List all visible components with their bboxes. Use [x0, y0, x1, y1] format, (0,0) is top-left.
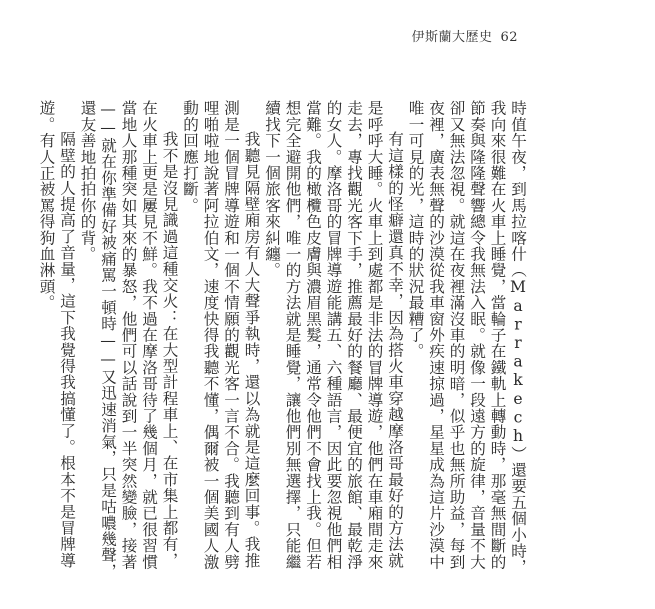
body-text	[37, 100, 528, 580]
running-header	[411, 26, 518, 45]
paragraph: 我不是沒見識過這種交火：在大型計程車上、在市集上都有，在火車上更是屢見不鮮。我不過在摩洛哥待了幾個月，就已很習慣當地人那種突如其來的暴怒，他們可以話說到一半突然變臉，接著——就在你準備好被痛罵一頓時——又迅速消氣，只是咕噥幾聲，還友善地拍拍你的背。	[78, 100, 179, 580]
paragraph: 隔壁的人提高了音量，這下我覺得我搞懂了。根本不是冒牌導遊。有人正被罵得狗血淋頭。	[37, 100, 76, 569]
book-title: 伊斯蘭大歷史	[411, 30, 493, 45]
paragraph: 時值午夜，到馬拉喀什（Marrakech）還要五個小時，我向來很難在火車上睡覺，當輪子在鐵軌上轉動時，那毫無間斷的節奏與隆隆聲響總令我無法入眠。就像一段遠方的旋律，音量不大卻又無法忽視。就這在夜裡滿沒車的明暗，似乎也無所助益，每到夜裡，廣表無聲的沙漠從我車窗外疾速掠過，星星成為這片沙漠中唯一可見的光，這時的狀況最糟了。	[406, 100, 527, 576]
paragraph: 我聽見隔壁廂房有人大聲爭執時，還以為就是這麼回事。我推測是一個冒牌導遊和一個不情願的觀光客一言不合。我聽到有人劈哩啪啦地說著阿拉伯文，速度快得我聽不懂，偶爾被一個美國人激動的回應打斷。	[181, 100, 261, 570]
paragraph: 有這樣的怪癖還真不幸，因為搭火車穿越摩洛哥最好的方法就是呼呼大睡。火車上到處都是非法的冒牌導遊，他們在車廂間走來走去，專找觀光客下手，推薦最好的餐廳、最便宜的旅館、最乾淨的女人。摩洛哥的冒牌導遊能講五、六種語言，因此要忽視他們相當難。我的橄欖色皮膚與濃眉黑髮，通常令他們不會找上我。但若想完全避開他們，唯一的方法就是睡覺，讓他們別無選擇，只能繼續找下一個旅客來糾纏。	[263, 100, 404, 570]
page-number: 62	[500, 30, 518, 45]
